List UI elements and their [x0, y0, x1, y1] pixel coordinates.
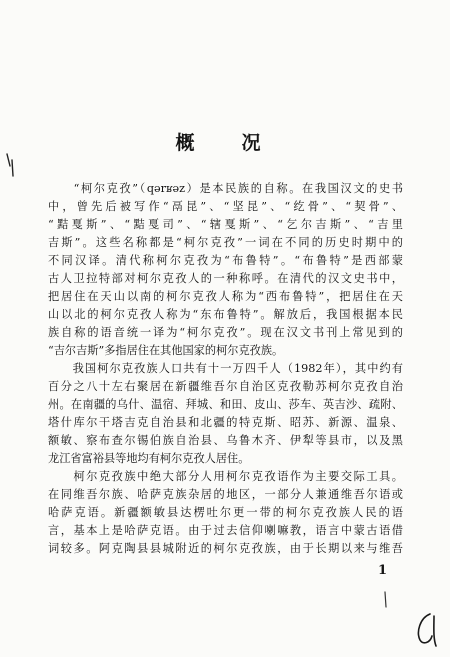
text-line: 吉斯”。这些名称都是“柯尔克孜”一词在不同的历史时期中的	[48, 236, 403, 249]
pencil-tick-icon	[380, 590, 392, 610]
text-line: 中，曾先后被写作“鬲昆”、“坚昆”、“纥骨”、“契骨”、	[48, 200, 403, 213]
handwritten-scribble-icon	[412, 610, 442, 650]
text-line: 龙江省富裕县等地均有柯尔克孜人居住。	[48, 452, 250, 465]
text-line: 哈萨克语。新疆额敏县达楞吐尔更一带的柯尔克孜族人民的语	[48, 506, 403, 519]
text-line: 塔什库尔干塔吉克自治县和北疆的特克斯、昭苏、新源、温泉、	[48, 416, 403, 429]
text-line: 言，基本上是哈萨克语。由于过去信仰喇嘛教，语言中蒙古语借	[48, 524, 403, 537]
text-line: 额敏、察布查尔锡伯族自治县、乌鲁木齐、伊犁等县市，以及黑	[48, 434, 403, 447]
text-line: 我国柯尔克孜族人口共有十一万四千人（1982年），其中约有	[48, 362, 403, 375]
text-line: 不同汉译。清代称柯尔克孜为“布鲁特”。“布鲁特”是西部蒙	[48, 254, 403, 267]
handwritten-mark-icon	[4, 150, 18, 180]
text-line: 百分之八十左右聚居在新疆维吾尔自治区克孜勒苏柯尔克孜自治	[48, 380, 403, 393]
text-line: “柯尔克孜”（qərʁəz）是本民族的自称。在我国汉文的史书	[48, 182, 403, 195]
text-line: 把居住在天山以南的柯尔克孜人称为“西布鲁特”，把居住在天	[48, 290, 403, 303]
body-text	[48, 180, 403, 558]
text-line: 族自称的语音统一译为“柯尔克孜”。现在汉文书刊上常见到的	[48, 326, 403, 339]
text-line: 山以北的柯尔克孜人称为“东布鲁特”。解放后，我国根据本民	[48, 308, 403, 321]
text-line: 在同维吾尔族、哈萨克族杂居的地区，一部分人兼通维吾尔语或	[48, 488, 403, 501]
page-number: 1	[378, 563, 388, 578]
text-line: “吉尔吉斯”多指居住在其他国家的柯尔克孜族。	[48, 344, 284, 357]
text-line: 词较多。阿克陶县县城附近的柯尔克孜族，由于长期以来与维吾	[48, 542, 403, 555]
text-line: 柯尔克孜族中绝大部分人用柯尔克孜语作为主要交际工具。	[48, 470, 403, 483]
text-line: “黠戛斯”、“黠戛司”、“辖戛斯”、“乞尔吉斯”、“吉里	[48, 218, 403, 231]
section-title: 概 况	[175, 132, 275, 154]
text-line: 古人卫拉特部对柯尔克孜人的一种称呼。在清代的汉文史书中，	[48, 272, 403, 285]
text-line: 州。在南疆的乌什、温宿、拜城、和田、皮山、莎车、英吉沙、疏附、	[48, 398, 403, 411]
